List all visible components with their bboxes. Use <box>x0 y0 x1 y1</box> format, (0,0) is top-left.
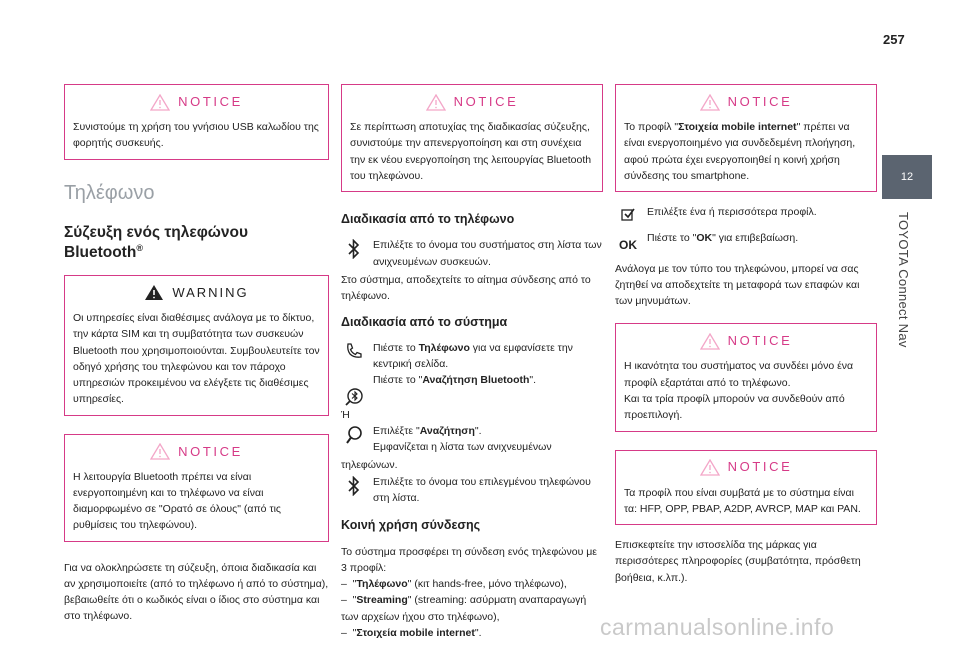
website-text: Επισκεφτείτε την ιστοσελίδα της μάρκας για περισσότερες πληροφορίες (συμβατότητα, πρόσθετη βοήθεια, κ.λπ.). <box>615 539 861 584</box>
notice-box-usb <box>64 84 329 160</box>
phone-step-2: Στο σύστημα, αποδεχτείτε το αίτημα σύνδεσης από το τηλέφωνο. <box>341 273 591 303</box>
column-3 <box>615 84 877 594</box>
notice-text: Η λειτουργία Bluetooth πρέπει να είναι ενεργοποιημένη και το τηλέφωνο να είναι διαμορφωμένο σε "Ορατό σε όλους" (από τις ρυθμίσεις του τηλεφώνου). <box>73 470 281 532</box>
chapter-tab[interactable]: 12 <box>882 155 932 199</box>
notice-title: NOTICE <box>178 93 243 109</box>
notice-box-mobile-internet: NOTICE Το προφίλ "Στοιχεία mobile internet" πρέπει να είναι ενεργοποιημένο για συνδεδεμένη πλοήγηση, αφού πρώτα έχει ενεργοποιηθεί η κοινή χρήση σύνδεσης του smartphone. <box>615 84 877 192</box>
system-procedure-heading: Διαδικασία από το σύστημα <box>341 314 508 329</box>
or-label: Ή <box>341 408 350 421</box>
system-step-1: Πιέστε το Τηλέφωνο για να εμφανίσετε την κεντρική σελίδα. Πιέστε το "Αναζήτηση Bluetooth". <box>341 340 603 389</box>
page-number: 257 <box>883 32 905 47</box>
notice-title: NOTICE <box>727 93 793 109</box>
notice-box-pairing-fail <box>341 84 603 192</box>
warning-triangle-icon <box>144 284 164 301</box>
checkbox-icon <box>620 206 636 222</box>
chapter-label: TOYOTA Connect Nav <box>896 212 912 348</box>
notice-title: NOTICE <box>178 443 243 459</box>
caution-triangle-icon <box>150 443 170 460</box>
warning-box <box>64 275 329 416</box>
list-item: – "Streaming" (streaming: ασύρματη αναπαραγωγή των αρχείων ήχου στο τηλέφωνο), <box>341 594 587 623</box>
notice-title: NOTICE <box>727 459 793 475</box>
watermark: carmanualsonline.info <box>600 614 835 640</box>
pairing-body-text: Για να ολοκληρώσετε τη σύζευξη, όποια διαδικασία και αν χρησιμοποιείτε (από το τηλέφωνο ή από το σύστημα), βεβαιωθείτε ότι ο κωδικός είναι ο ίδιος στο σύστημα και στο τηλέφωνο. <box>64 561 329 623</box>
column-1 <box>64 84 329 633</box>
list-item: – "Τηλέφωνο" (κιτ hands-free, μόνο τηλέφωνο), <box>341 578 567 591</box>
caution-triangle-icon <box>700 94 720 111</box>
notice-title: NOTICE <box>727 333 793 349</box>
transfer-text: Ανάλογα με τον τύπο του τηλεφώνου, μπορεί να σας ζητηθεί να αποδεχτείτε τη μεταφορά των επαφών και των μηνυμάτων. <box>615 262 860 308</box>
profile-step-2: OK Πιέστε το "OK" για επιβεβαίωση. <box>615 230 877 255</box>
notice-text: Σε περίπτωση αποτυχίας της διαδικασίας σύζευξης, συνιστούμε την απενεργοποίηση και στη συνέχεια την εκ νέου ενεργοποίηση της λειτουργίας Bluetooth του τηλεφώνου. <box>350 121 592 182</box>
bluetooth-icon <box>347 239 361 259</box>
warning-text: Οι υπηρεσίες είναι διαθέσιμες ανάλογα με το δίκτυο, την κάρτα SIM και τη συμβατότητα των συσκευών Bluetooth που χρησιμοποιούνται. Συμβουλευτείτε τον οδηγό χρήσης του τηλεφώνου και τον πάροχο υπηρεσιών προκειμένου να ελέγξετε τις διαθέσιμες υπηρεσίες. <box>73 311 320 406</box>
notice-box-compatible: NOTICE Τα προφίλ που είναι συμβατά με το σύστημα είναι τα: HFP, OPP, PBAP, A2DP, AVRCP, MAP και PAN. <box>615 450 877 526</box>
search-icon <box>345 425 363 445</box>
system-step-3: Επιλέξτε "Αναζήτηση". Εμφανίζεται η λίστα των ανιχνευμένων <box>341 423 603 456</box>
profile-step-1: Επιλέξτε ένα ή περισσότερα προφίλ. <box>615 204 877 222</box>
phone-step-1: Επιλέξτε το όνομα του συστήματος στη λίστα των ανιχνευμένων συσκευών. <box>341 237 603 270</box>
warning-title: WARNING <box>172 284 249 300</box>
pairing-heading: Σύζευξη ενός τηλεφώνου Bluetooth® <box>64 223 248 261</box>
shared-connection-heading: Κοινή χρήση σύνδεσης <box>341 518 481 533</box>
caution-triangle-icon <box>150 94 170 111</box>
notice-box-profiles: NOTICE Η ικανότητα του συστήματος να συνδέει μόνο ένα προφίλ εξαρτάται από το τηλέφωνο. Και τα τρία προφίλ μπορούν να συνδεθούν από προεπιλογή. <box>615 323 877 431</box>
caution-triangle-icon <box>700 459 720 476</box>
system-step-4: Επιλέξτε το όνομα του επιλεγμένου τηλεφώνου στη λίστα. <box>341 474 603 507</box>
list-item: – "Στοιχεία mobile internet". <box>341 626 482 639</box>
ok-button-icon: OK <box>619 238 637 253</box>
notice-box-bluetooth <box>64 434 329 542</box>
phone-procedure-heading: Διαδικασία από το τηλέφωνο <box>341 212 515 227</box>
profile-list <box>341 576 603 641</box>
bluetooth-search-icon <box>344 387 364 407</box>
column-2 <box>341 84 603 649</box>
bluetooth-icon <box>347 476 361 496</box>
caution-triangle-icon <box>426 94 446 111</box>
section-title-phone: Τηλέφωνο <box>64 181 155 204</box>
notice-title: NOTICE <box>453 93 519 109</box>
caution-triangle-icon <box>700 333 720 350</box>
system-step-3-cont: τηλεφώνων. <box>341 459 398 472</box>
phone-handset-icon <box>345 342 363 360</box>
notice-text: Συνιστούμε τη χρήση του γνήσιου USB καλωδίου της φορητής συσκευής. <box>73 121 319 150</box>
shared-connection-text: Το σύστημα προσφέρει τη σύνδεση ενός τηλεφώνου με 3 προφίλ: <box>341 545 597 574</box>
